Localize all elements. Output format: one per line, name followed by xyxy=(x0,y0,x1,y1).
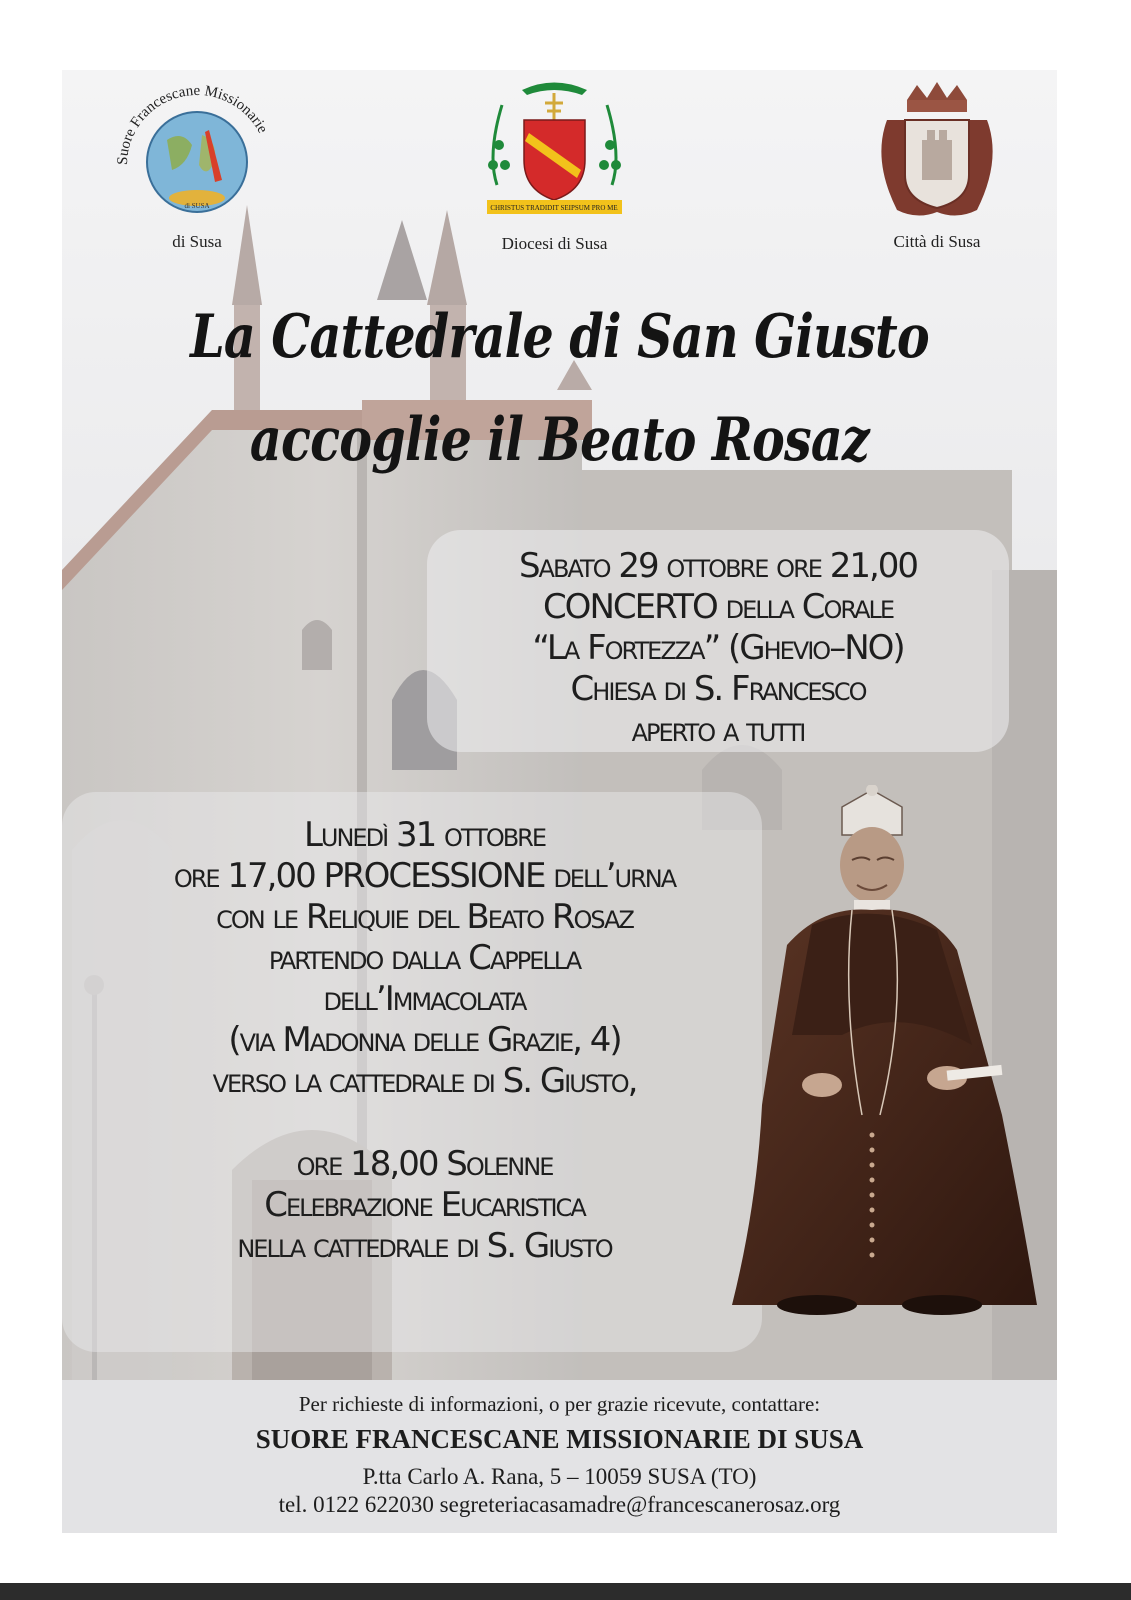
saturday-line: CONCERTO della Corale xyxy=(542,587,894,627)
monday-line: con le Reliquie del Beato Rosaz xyxy=(216,897,633,937)
beato-rosaz-portrait xyxy=(702,785,1047,1335)
right-logo-caption: Città di Susa xyxy=(893,232,981,251)
monday-line: Celebrazione Eucaristica xyxy=(264,1185,585,1225)
saturday-line: aperto a tutti xyxy=(631,710,805,750)
saturday-line: Chiesa di S. Francesco xyxy=(570,669,866,709)
footer-organization: SUORE FRANCESCANE MISSIONARIE DI SUSA xyxy=(255,1424,864,1454)
footer-address: P.tta Carlo A. Rana, 5 – 10059 SUSA (TO) xyxy=(362,1464,757,1489)
monday-line: ore 18,00 Solenne xyxy=(296,1144,553,1184)
footer-intro: Per richieste di informazioni, o per grazie ricevute, contattare: xyxy=(298,1392,821,1416)
left-logo xyxy=(97,70,297,260)
city-coat-of-arms-icon xyxy=(867,80,1007,220)
bottom-edge-bar xyxy=(0,1583,1131,1600)
center-logo xyxy=(477,75,632,255)
saturday-line: “La Fortezza” (Ghevio–NO) xyxy=(532,628,904,668)
title-line-2: accoglie il Beato Rosaz xyxy=(249,405,870,475)
monday-line: (via Madonna delle Grazie, 4) xyxy=(228,1020,621,1060)
right-logo xyxy=(867,80,1007,250)
saturday-line: Sabato 29 ottobre ore 21,00 xyxy=(518,546,918,586)
monday-line: dell’Immacolata xyxy=(323,979,526,1019)
monday-line: partendo dalla Cappella xyxy=(268,938,581,978)
svg-text:Suore Francescane Missionarie: Suore Francescane Missionarie xyxy=(114,82,271,166)
monday-line: ore 17,00 PROCESSIONE dell’urna xyxy=(173,856,676,896)
monday-line: Lunedì 31 ottobre xyxy=(303,815,546,855)
footer-contact: tel. 0122 622030 segreteriacasamadre@francescanerosaz.org xyxy=(278,1492,841,1517)
svg-text:CHRISTUS TRADIDIT SEIPSUM PRO: CHRISTUS TRADIDIT SEIPSUM PRO ME xyxy=(490,204,618,212)
diocese-coat-of-arms-icon xyxy=(477,75,632,220)
monday-line: verso la cattedrale di S. Giusto, xyxy=(212,1061,637,1101)
left-logo-caption: di Susa xyxy=(172,232,222,251)
event-poster xyxy=(62,70,1057,1533)
monday-line: nella cattedrale di S. Giusto xyxy=(237,1226,612,1266)
svg-text:di SUSA: di SUSA xyxy=(184,202,210,210)
center-logo-caption: Diocesi di Susa xyxy=(501,234,608,253)
title-line-1: La Cattedrale di San Giusto xyxy=(190,302,929,372)
globe-emblem-icon xyxy=(97,70,297,220)
